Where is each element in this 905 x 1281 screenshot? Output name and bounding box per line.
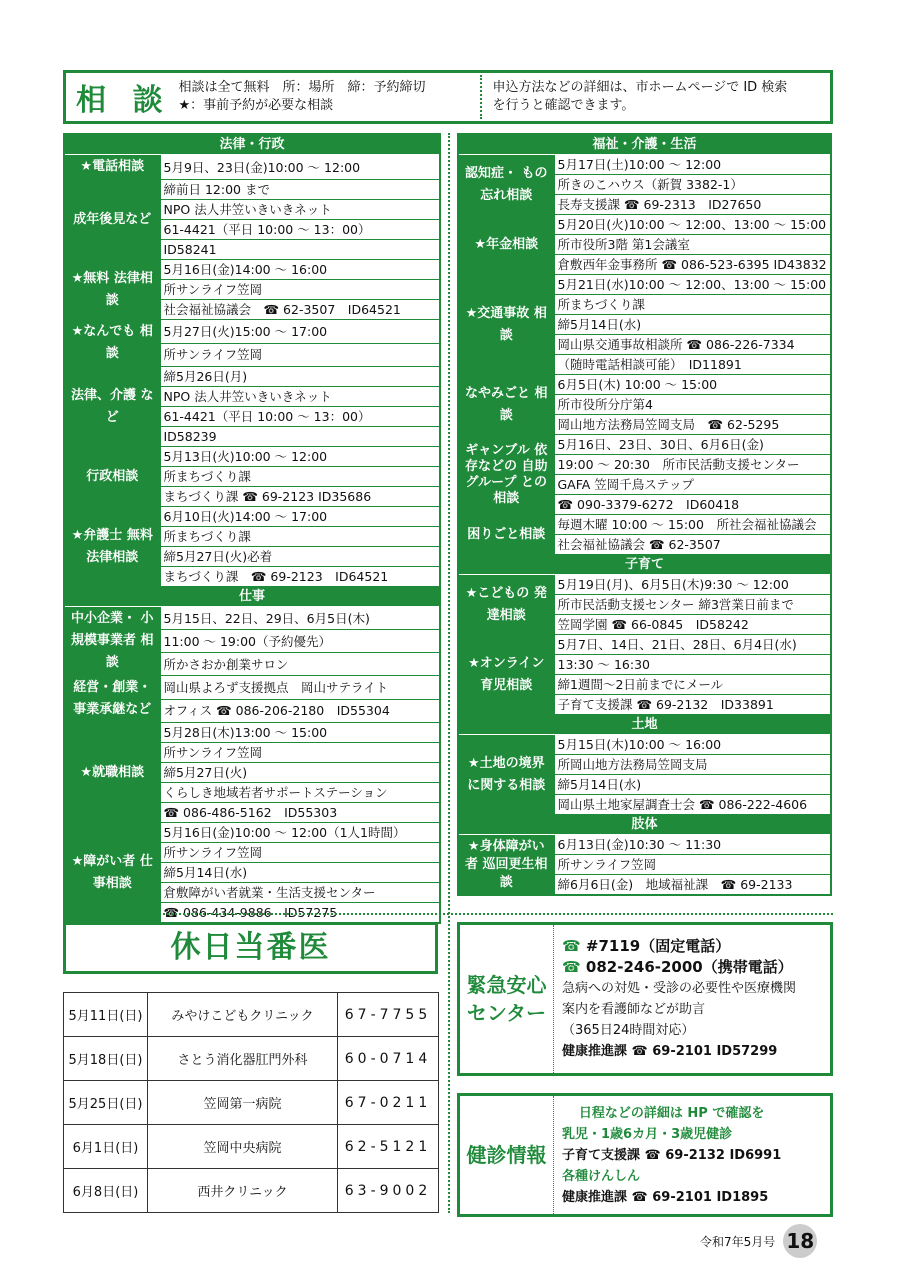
page-title: 相 談 <box>76 83 171 118</box>
holiday-date: 6月1日(日) <box>64 1125 148 1169</box>
page-number: 18 <box>783 1224 817 1258</box>
label-physical: ★身体障がい者 巡回更生相談 <box>458 835 554 896</box>
holiday-name: みやけこどもクリニック <box>148 993 338 1037</box>
dem-date: 5月17日(土)10:00 ～ 12:00 <box>554 155 831 175</box>
dev-contact: 笠岡学園 ☎ 66-0845 ID58242 <box>554 615 831 635</box>
checkup-line3: 子育て支援課 ☎ 69-2132 ID6991 <box>562 1147 782 1163</box>
header-divider <box>480 75 482 119</box>
dis-deadline: 締5月14日(水) <box>160 863 440 883</box>
label-admin: 行政相談 <box>64 447 160 507</box>
holiday-tel: 67-0211 <box>338 1081 439 1125</box>
emergency-center-box <box>457 922 833 1076</box>
holiday-date: 6月8日(日) <box>64 1169 148 1213</box>
column-divider <box>448 133 450 1213</box>
checkup-info-box <box>457 1093 833 1217</box>
onl-time: 13:30 ～ 16:30 <box>554 655 831 675</box>
law-id: ID58239 <box>160 427 440 447</box>
section-work: 仕事 <box>64 587 440 607</box>
phone-date: 5月9日、23日(金)10:00 ～ 12:00 <box>160 155 440 180</box>
worry-contact: 岡山地方法務局笠岡支局 ☎ 62-5295 <box>554 415 831 435</box>
sme-time: 11:00 ～ 19:00（予約優先） <box>160 630 440 653</box>
adult-tel: 61-4421（平日 10:00 ～ 13：00） <box>160 220 440 240</box>
holiday-row <box>64 1037 439 1081</box>
holiday-date: 5月11日(日) <box>64 993 148 1037</box>
section-limbs: 肢体 <box>458 815 831 835</box>
any-place: 所サンライフ笠岡 <box>160 343 440 367</box>
checkup-line2: 乳児・1歳6カ月・3歳児健診 <box>562 1126 733 1142</box>
lawyer-contact: まちづくり課 ☎ 69-2123 ID64521 <box>160 567 440 587</box>
holiday-row <box>64 1169 439 1213</box>
onl-contact: 子育て支援課 ☎ 69-2132 ID33891 <box>554 695 831 715</box>
worry-date: 6月5日(木) 10:00 ～ 15:00 <box>554 375 831 395</box>
traf-note: （随時電話相談可能） ID11891 <box>554 355 831 375</box>
lawyer-date: 6月10日(火)14:00 ～ 17:00 <box>160 507 440 527</box>
footer <box>700 1224 817 1258</box>
holiday-name: 笠岡第一病院 <box>148 1081 338 1125</box>
onl-dates: 5月7日、14日、21日、28日、6月4日(水) <box>554 635 831 655</box>
sme-place: 所かさおか創業サロン <box>160 653 440 676</box>
admin-date: 5月13日(火)10:00 ～ 12:00 <box>160 447 440 467</box>
legend-line2: ★：事前予約が必要な相談 <box>178 98 334 113</box>
issue-label: 令和7年5月号 <box>700 1234 776 1249</box>
checkup-title: 健診情報 <box>460 1096 554 1214</box>
body-place: 所サンライフ笠岡 <box>554 855 831 875</box>
phone-icon: ☎ <box>562 937 581 955</box>
dis-place: 所サンライフ笠岡 <box>160 843 440 863</box>
label-free-legal: ★無料 法律相談 <box>64 260 160 320</box>
label-management: 経営・創業・ 事業承継など <box>64 676 160 723</box>
law-deadline: 締5月26日(月) <box>160 367 440 387</box>
dis-date: 5月16日(金)10:00 ～ 12:00（1人1時間） <box>160 823 440 843</box>
pen-date: 5月20日(火)10:00 ～ 12:00、13:00 ～ 15:00 <box>554 215 831 235</box>
job-deadline: 締5月27日(火) <box>160 763 440 783</box>
label-pension: ★年金相談 <box>458 215 554 275</box>
trouble-contact: 社会福祉協議会 ☎ 62-3507 <box>554 535 831 555</box>
pen-place: 所市役所3階 第1会議室 <box>554 235 831 255</box>
body-date: 6月13日(金)10:30 ～ 11:30 <box>554 835 831 855</box>
mgmt-contact: オフィス ☎ 086-206-2180 ID55304 <box>160 699 440 723</box>
gam-dates: 5月16日、23日、30日、6月6日(金) <box>554 435 831 455</box>
section-childcare: 子育て <box>458 555 831 575</box>
holiday-tel: 63-9002 <box>338 1169 439 1213</box>
label-gambling: ギャンブル 依存などの 自助グループ との相談 <box>458 435 554 515</box>
label-disabled-work: ★障がい者 仕事相談 <box>64 823 160 924</box>
dev-place: 所市民活動支援センター 締3営業日前まで <box>554 595 831 615</box>
lawyer-deadline: 締5月27日(火)必着 <box>160 547 440 567</box>
emergency-line4: 案内を看護師などが助言 <box>562 1002 706 1017</box>
holiday-doctor-title: 休日当番医 <box>63 922 438 974</box>
note-line2: を行うと確認できます。 <box>492 98 635 113</box>
traf-place: 所まちづくり課 <box>554 295 831 315</box>
gam-org: GAFA 笠岡千鳥ステップ <box>554 475 831 495</box>
free-contact: 社会福祉協議会 ☎ 62-3507 ID64521 <box>160 300 440 320</box>
land-date: 5月15日(木)10:00 ～ 16:00 <box>554 735 831 755</box>
checkup-line5: 健康推進課 ☎ 69-2101 ID1895 <box>562 1189 769 1205</box>
dev-date: 5月19日(月)、6月5日(木)9:30 ～ 12:00 <box>554 575 831 595</box>
section-law-admin: 法律・行政 <box>64 134 440 155</box>
worry-place: 所市役所分庁第4 <box>554 395 831 415</box>
gam-time: 19:00 ～ 20:30 所市民活動支援センター <box>554 455 831 475</box>
free-date: 5月16日(金)14:00 ～ 16:00 <box>160 260 440 280</box>
holiday-row <box>64 1125 439 1169</box>
section-land: 土地 <box>458 715 831 735</box>
label-law-care: 法律、介護 など <box>64 367 160 447</box>
label-worries: なやみごと 相談 <box>458 375 554 435</box>
dem-place: 所きのこハウス（新賀 3382-1） <box>554 175 831 195</box>
pen-contact: 倉敷西年金事務所 ☎ 086-523-6395 ID43832 <box>554 255 831 275</box>
adult-org: NPO 法人井笠いきいきネット <box>160 200 440 220</box>
checkup-line1: 日程などの詳細は HP で確認を <box>578 1105 765 1121</box>
mgmt-org: 岡山県よろず支援拠点 岡山サテライト <box>160 676 440 700</box>
left-schedule-table <box>63 133 441 924</box>
phone-icon: ☎ <box>562 958 581 976</box>
traf-contact: 岡山県交通事故相談所 ☎ 086-226-7334 <box>554 335 831 355</box>
admin-contact: まちづくり課 ☎ 69-2123 ID35686 <box>160 487 440 507</box>
note-line1: 申込方法などの詳細は、市ホームページで ID 検索 <box>492 80 788 95</box>
land-deadline: 締5月14日(水) <box>554 775 831 795</box>
sme-dates: 5月15日、22日、29日、6月5日(木) <box>160 607 440 630</box>
section-divider <box>63 913 833 915</box>
label-phone: ★電話相談 <box>64 155 160 180</box>
adult-deadline: 締前日 12:00 まで <box>160 180 440 200</box>
holiday-row <box>64 993 439 1037</box>
job-date: 5月28日(木)13:00 ～ 15:00 <box>160 723 440 743</box>
emergency-line3: 急病への対処・受診の必要性や医療機関 <box>562 981 797 996</box>
admin-place: 所まちづくり課 <box>160 467 440 487</box>
law-tel: 61-4421（平日 10:00 ～ 13：00） <box>160 407 440 427</box>
holiday-tel: 67-7755 <box>338 993 439 1037</box>
emergency-line5: （365日24時間対応） <box>562 1023 695 1038</box>
legend-line1: 相談は全て無料 所：場所 締：予約締切 <box>178 80 426 95</box>
adult-id: ID58241 <box>160 240 440 260</box>
land-place: 所岡山地方法務局笠岡支局 <box>554 755 831 775</box>
label-land: ★土地の境界 に関する相談 <box>458 735 554 815</box>
consultation-header <box>63 70 833 124</box>
trouble-schedule: 毎週木曜 10:00 ～ 15:00 所社会福祉協議会 <box>554 515 831 535</box>
dem-contact: 長寿支援課 ☎ 69-2313 ID27650 <box>554 195 831 215</box>
label-trouble: 困りごと相談 <box>458 515 554 555</box>
holiday-name: 笠岡中央病院 <box>148 1125 338 1169</box>
holiday-tel: 60-0714 <box>338 1037 439 1081</box>
label-online: ★オンライン 育児相談 <box>458 635 554 715</box>
header-note <box>492 79 830 115</box>
dis-org: 倉敷障がい者就業・生活支援センター <box>160 883 440 903</box>
right-schedule-table <box>457 133 832 896</box>
dis-contact: ☎ 086-434-9886 ID57275 <box>160 903 440 924</box>
any-date: 5月27日(火)15:00 ～ 17:00 <box>160 320 440 344</box>
holiday-name: 西井クリニック <box>148 1169 338 1213</box>
emergency-line6: 健康推進課 ☎ 69-2101 ID57299 <box>562 1044 778 1059</box>
label-child-dev: ★こどもの 発達相談 <box>458 575 554 635</box>
gam-contact: ☎ 090-3379-6272 ID60418 <box>554 495 831 515</box>
holiday-doctor-table <box>63 992 439 1213</box>
label-lawyer: ★弁護士 無料法律相談 <box>64 507 160 587</box>
holiday-name: さとう消化器肛門外科 <box>148 1037 338 1081</box>
label-job: ★就職相談 <box>64 723 160 823</box>
onl-deadline: 締1週間～2日前までにメール <box>554 675 831 695</box>
job-org: くらしき地域若者サポートステーション <box>160 783 440 803</box>
legend <box>178 79 470 115</box>
traf-deadline: 締5月14日(水) <box>554 315 831 335</box>
label-sme: 中小企業・ 小規模事業者 相談 <box>64 607 160 676</box>
emergency-title: 緊急安心 センター <box>460 925 554 1073</box>
emergency-line2: ☎ 082-246-2000（携帯電話） <box>562 958 793 976</box>
holiday-tel: 62-5121 <box>338 1125 439 1169</box>
traf-date: 5月21日(水)10:00 ～ 12:00、13:00 ～ 15:00 <box>554 275 831 295</box>
holiday-date: 5月18日(日) <box>64 1037 148 1081</box>
lawyer-place: 所まちづくり課 <box>160 527 440 547</box>
section-welfare: 福祉・介護・生活 <box>458 134 831 155</box>
job-place: 所サンライフ笠岡 <box>160 743 440 763</box>
holiday-date: 5月25日(日) <box>64 1081 148 1125</box>
free-place: 所サンライフ笠岡 <box>160 280 440 300</box>
label-anything: ★なんでも 相談 <box>64 320 160 367</box>
land-contact: 岡山県土地家屋調査士会 ☎ 086-222-4606 <box>554 795 831 815</box>
law-org: NPO 法人井笠いきいきネット <box>160 387 440 407</box>
label-adult-guardian: 成年後見など <box>64 180 160 260</box>
job-contact: ☎ 086-486-5162 ID55303 <box>160 803 440 823</box>
holiday-row <box>64 1081 439 1125</box>
checkup-line4: 各種けんしん <box>562 1168 641 1184</box>
label-dementia: 認知症・ もの忘れ相談 <box>458 155 554 215</box>
body-contact: 締6月6日(金) 地域福祉課 ☎ 69-2133 <box>554 875 831 896</box>
label-traffic: ★交通事故 相談 <box>458 275 554 375</box>
emergency-line1: ☎ #7119（固定電話） <box>562 937 731 955</box>
